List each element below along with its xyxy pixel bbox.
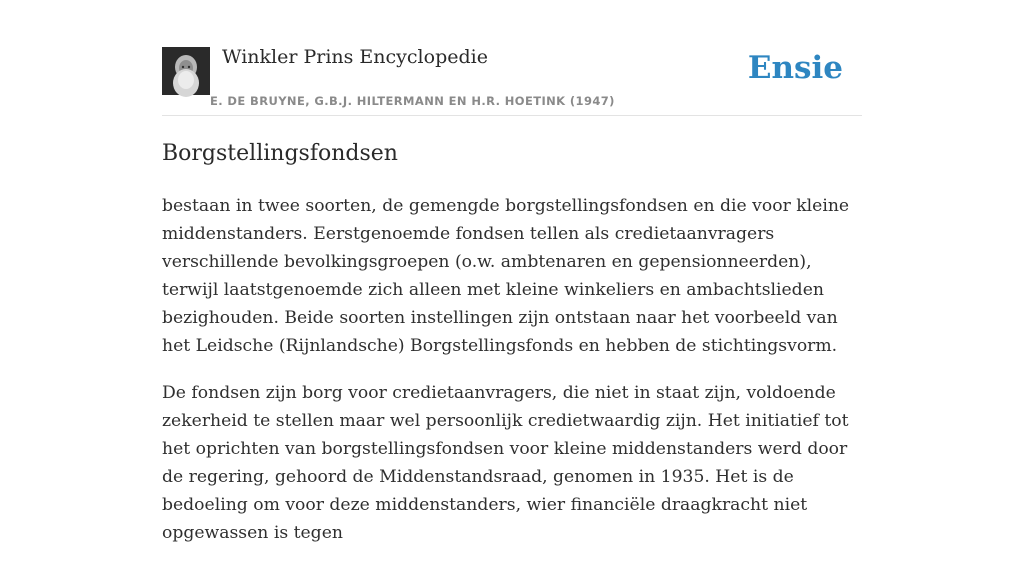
article-paragraph: De fondsen zijn borg voor credietaanvragers, die niet in staat zijn, voldoende zekerheid te stellen maar wel persoonlijk credietwaardig zijn. Het initiatief tot het oprichten van borgstellingsfondsen voor kleine middenstanders werd door de regering, gehoord de Middenstandsraad, genomen in 1935. Het is de bedoeling om voor deze middenstanders, wier financiële draagkracht niet opgewassen is tegen (162, 383, 849, 543)
content-container (162, 0, 862, 543)
header (162, 0, 862, 116)
author-avatar[interactable] (162, 47, 210, 95)
article-paragraph: bestaan in twee soorten, de gemengde borgstellingsfondsen en die voor kleine middenstanders. Eerstgenoemde fondsen tellen als credietaanvragers verschillende bevolkingsgroepen (o.w. ambtenaren en gepensionneerden), terwijl laatstgenoemde zich alleen met kleine winkeliers en ambachtslieden bezighouden. Beide soorten instellingen zijn ontstaan naar het voorbeeld van het Leidsche (Rijnlandsche) Borgstellingsfonds en hebben de stichtingsvorm. (162, 196, 850, 356)
article-title: Borgstellingsfondsen (162, 141, 398, 166)
authors-line: E. DE BRUYNE, G.B.J. HILTERMANN EN H.R. HOETINK (1947) (210, 94, 615, 108)
portrait-image (162, 47, 210, 95)
article-body (162, 192, 862, 566)
ensie-logo[interactable]: Ensie (747, 50, 843, 86)
encyclopedia-title[interactable]: Winkler Prins Encyclopedie (222, 46, 488, 68)
